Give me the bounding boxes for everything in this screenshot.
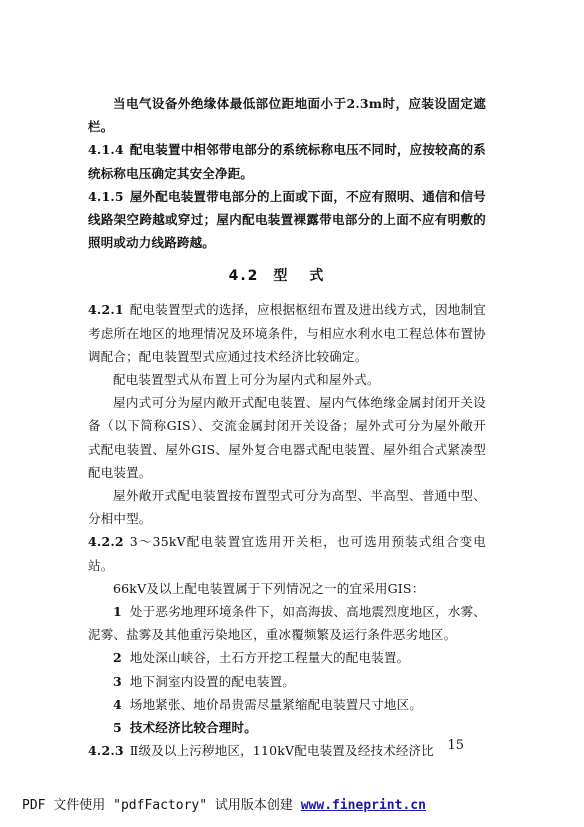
list-item-text: 地处深山峡谷，土石方开挖工程量大的配电装置。 [129, 650, 410, 666]
clause-number: 4.2.3 [88, 743, 124, 759]
list-item-number: 3 [113, 673, 122, 689]
clause-text: 配电装置型式的选择，应根据枢纽布置及进出线方式，因地制宜考虑所在地区的地理情况及环境条件，与相应水利水电工程总体布置协调配合；配电装置型式应通过技术经济比较确定。 [88, 302, 486, 364]
list-item-text: 处于恶劣地理环境条件下，如高海拔、高地震烈度地区，水雾、泥雾、盐雾及其他重污染地区，重冰覆频繁及运行条件恶劣地区。 [88, 604, 486, 643]
list-item [88, 693, 486, 716]
document-page [88, 92, 486, 762]
clause-number: 4.1.5 [88, 188, 124, 204]
footer-text: PDF 文件使用 "pdfFactory" 试用版本创建 [22, 798, 301, 813]
clause-4-1-5 [88, 185, 486, 255]
list-item-text: 地下洞室内设置的配电装置。 [129, 673, 296, 689]
list-item-text: 技术经济比较合理时。 [129, 720, 257, 736]
clause-number: 4.2.2 [88, 534, 124, 550]
footer-link[interactable]: www.fineprint.cn [300, 798, 426, 813]
clause-number: 4.1.4 [88, 142, 124, 158]
list-item [88, 600, 486, 646]
clause-number: 4.2.1 [88, 302, 124, 318]
list-item-number: 2 [113, 650, 122, 666]
section-title: 型式 [273, 268, 346, 285]
clause-4-2-1 [88, 298, 486, 368]
list-item-number: 4 [113, 696, 122, 712]
clause-text: 屋外配电装置带电部分的上面或下面，不应有照明、通信和信号线路架空跨越或穿过；屋内配电装置裸露带电部分的上面不应有明敷的照明或动力线路跨越。 [88, 188, 486, 251]
paragraph-open-types: 屋外敞开式配电装置按布置型式可分为高型、半高型、普通中型、分相中型。 [88, 488, 486, 527]
list-item [88, 670, 486, 693]
paragraph-gis-conditions: 66kV及以上配电装置属于下列情况之一的宜采用GIS： [113, 580, 425, 596]
section-number: 4.2 [228, 268, 260, 285]
list-item-text: 场地紧张、地价昂贵需尽量紧缩配电装置尺寸地区。 [129, 696, 423, 712]
clause-text: Ⅱ级及以上污秽地区，110kV配电装置及经技术经济比 [129, 743, 434, 759]
list-item [88, 716, 486, 739]
clause-4-2-3 [88, 739, 486, 762]
list-item-number: 1 [113, 604, 122, 620]
clause-text: 3～35kV配电装置宜选用开关柜，也可选用预装式组合变电站。 [88, 534, 486, 573]
clause-text: 配电装置中相邻带电部分的系统标称电压不同时，应按较高的系统标称电压确定其安全净距。 [88, 142, 486, 181]
section-heading [88, 264, 486, 288]
clause-4-2-2 [88, 530, 486, 576]
paragraph-fence: 当电气设备外绝缘体最低部位距地面小于2.3m时，应装设固定遮栏。 [88, 96, 486, 135]
page-number: 15 [447, 738, 464, 753]
list-item [88, 646, 486, 669]
list-item-number: 5 [113, 720, 122, 736]
pdf-footer [22, 794, 426, 813]
paragraph-indoor-outdoor: 屋内式可分为屋内敞开式配电装置、屋内气体绝缘金属封闭开关设备（以下简称GIS）、交流金属封闭开关设备；屋外式可分为屋外敞开式配电装置、屋外GIS、屋外复合电器式配电装置、屋外组合式紧凑型配电装置。 [88, 395, 486, 480]
clause-4-1-4 [88, 138, 486, 184]
paragraph-layout-types: 配电装置型式从布置上可分为屋内式和屋外式。 [113, 372, 380, 388]
